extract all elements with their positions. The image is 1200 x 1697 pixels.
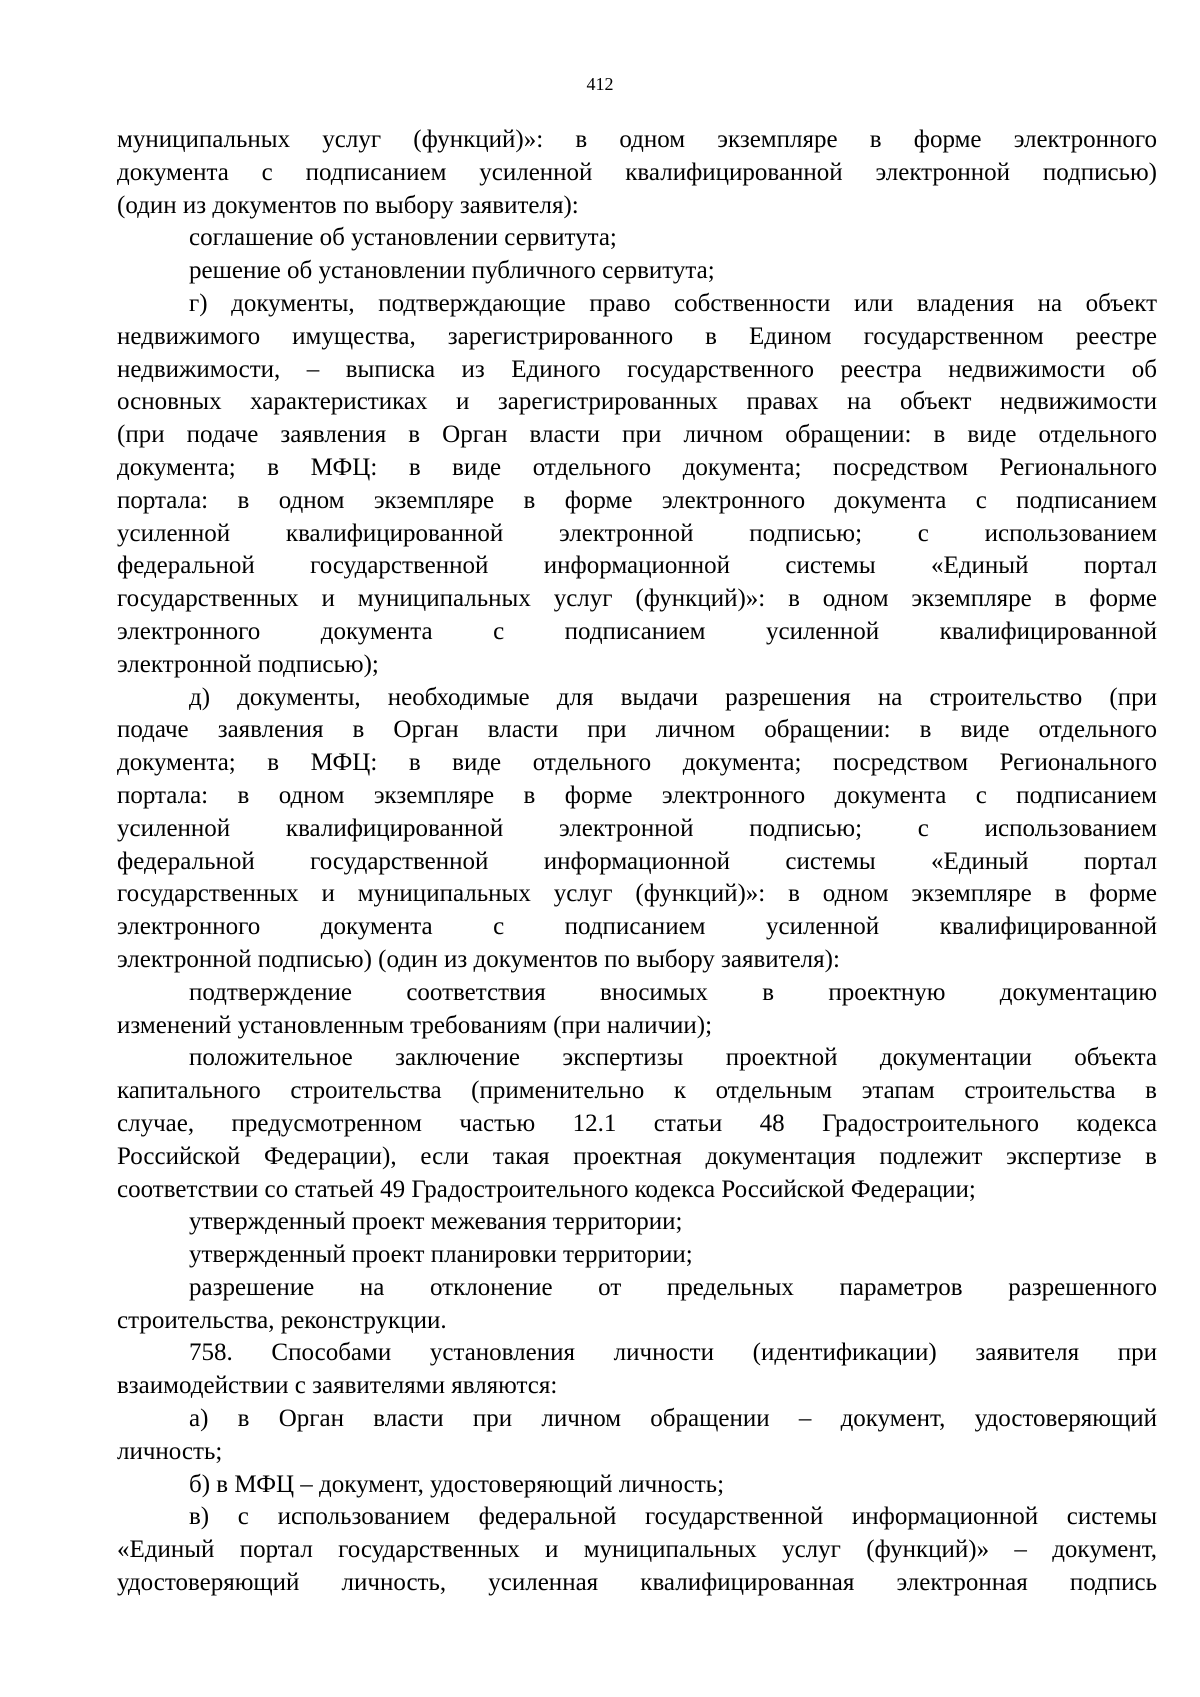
text-line: документа; в МФЦ: в виде отдельного документа; посредством Регионального: [117, 453, 1157, 481]
text-line: подаче заявления в Орган власти при личном обращении: в виде отдельного: [117, 716, 1157, 744]
text-line: документа; в МФЦ: в виде отдельного документа; посредством Регионального: [117, 749, 1157, 777]
text-line: государственных и муниципальных услуг (функций)»: в одном экземпляре в форме: [117, 585, 1157, 613]
text-line: усиленной квалифицированной электронной подписью; с использованием: [117, 814, 1157, 842]
text-line: электронного документа с подписанием усиленной квалифицированной: [117, 913, 1157, 941]
text-line: утвержденный проект планировки территории;: [189, 1241, 693, 1269]
text-line: муниципальных услуг (функций)»: в одном экземпляре в форме электронного: [117, 126, 1157, 153]
text-line: электронного документа с подписанием усиленной квалифицированной: [117, 617, 1157, 645]
document-body: [117, 124, 1157, 1600]
text-line: (один из документов по выбору заявителя):: [117, 191, 579, 219]
text-line: основных характеристиках и зарегистрированных правах на объект недвижимости: [117, 388, 1157, 416]
text-line: взаимодействии с заявителями являются:: [117, 1372, 558, 1400]
text-line: решение об установлении публичного сервитута;: [189, 257, 715, 285]
text-line: разрешение на отклонение от предельных параметров разрешенного: [189, 1273, 1157, 1301]
text-line: а) в Орган власти при личном обращении – документ, удостоверяющий: [189, 1405, 1157, 1433]
text-line: федеральной государственной информационной системы «Единый портал: [117, 552, 1157, 580]
text-line: электронной подписью);: [117, 650, 379, 678]
text-line: в) с использованием федеральной государственной информационной системы: [189, 1503, 1157, 1531]
text-line: строительства, реконструкции.: [117, 1306, 447, 1334]
text-line: документа с подписанием усиленной квалифицированной электронной подписью): [117, 158, 1157, 186]
text-line: портала: в одном экземпляре в форме электронного документа с подписанием: [117, 486, 1157, 514]
text-line: б) в МФЦ – документ, удостоверяющий личность;: [189, 1470, 725, 1498]
text-line: Российской Федерации), если такая проектная документация подлежит экспертизе в: [117, 1142, 1157, 1170]
text-line: 758. Способами установления личности (идентификации) заявителя при: [189, 1339, 1157, 1367]
text-line: федеральной государственной информационной системы «Единый портал: [117, 847, 1157, 875]
page-number: 412: [586, 74, 614, 94]
text-line: электронной подписью) (один из документов по выбору заявителя):: [117, 945, 840, 973]
text-line: «Единый портал государственных и муниципальных услуг (функций)» – документ,: [117, 1536, 1157, 1564]
text-line: изменений установленным требованиям (при наличии);: [117, 1011, 713, 1039]
text-line: случае, предусмотренном частью 12.1 статьи 48 Градостроительного кодекса: [117, 1109, 1157, 1137]
text-line: положительное заключение экспертизы проектной документации объекта: [189, 1044, 1157, 1072]
text-line: соглашение об установлении сервитута;: [189, 224, 617, 252]
text-line: портала: в одном экземпляре в форме электронного документа с подписанием: [117, 781, 1157, 809]
text-line: государственных и муниципальных услуг (функций)»: в одном экземпляре в форме: [117, 880, 1157, 908]
text-line: соответствии со статьей 49 Градостроительного кодекса Российской Федерации;: [117, 1175, 976, 1203]
text-line: капитального строительства (применительно к отдельным этапам строительства в: [117, 1077, 1157, 1105]
text-line: личность;: [117, 1437, 223, 1465]
text-line: г) документы, подтверждающие право собственности или владения на объект: [189, 289, 1157, 317]
text-line: удостоверяющий личность, усиленная квалифицированная электронная подпись: [117, 1569, 1157, 1597]
text-line: недвижимости, – выписка из Единого государственного реестра недвижимости об: [117, 355, 1157, 383]
text-line: усиленной квалифицированной электронной подписью; с использованием: [117, 519, 1157, 547]
text-line: д) документы, необходимые для выдачи разрешения на строительство (при: [189, 683, 1157, 711]
text-line: недвижимого имущества, зарегистрированного в Едином государственном реестре: [117, 322, 1157, 350]
text-line: подтверждение соответствия вносимых в проектную документацию: [189, 978, 1157, 1006]
text-line: (при подаче заявления в Орган власти при личном обращении: в виде отдельного: [117, 421, 1157, 449]
text-line: утвержденный проект межевания территории;: [189, 1208, 683, 1236]
